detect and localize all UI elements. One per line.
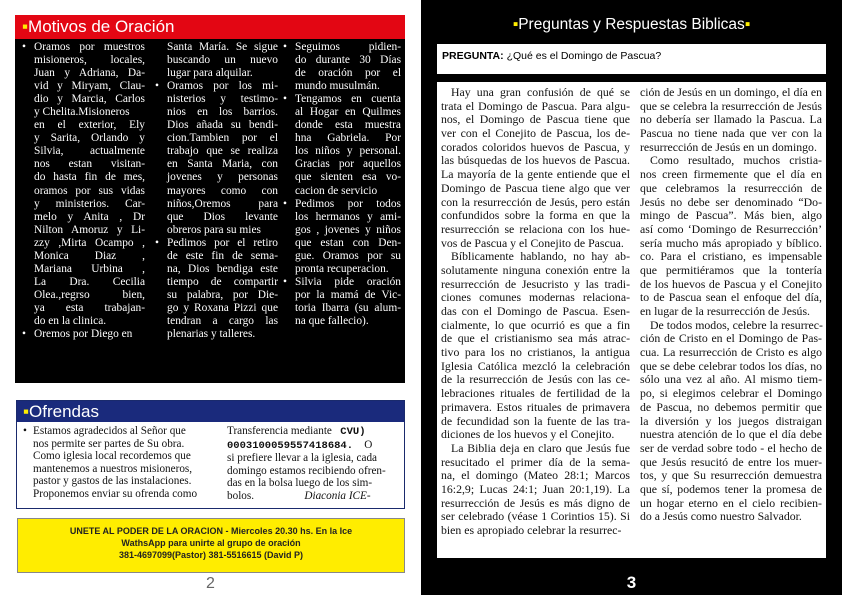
- prayer-line: zzy ,Mirta Ocampo ,: [34, 236, 145, 249]
- prayer-line: nios en los barrios.: [167, 106, 278, 119]
- banner-line-2: WathsApp para unirte al grupo de oración: [121, 538, 301, 548]
- article-column-2: [640, 86, 822, 524]
- prayer-line: tiempo de compartir: [167, 275, 278, 288]
- article-line: De todos modos, celebre la resurrec-: [650, 317, 823, 332]
- prayer-line: Gracias por aquellos: [295, 158, 401, 171]
- prayer-line: buscando un nuevo: [167, 54, 278, 67]
- article-line: la diversión y los juegos distraigan: [640, 413, 822, 428]
- page-number: 3: [626, 573, 637, 592]
- prayer-column-2: [153, 41, 278, 341]
- prayer-meeting-banner: [17, 518, 405, 573]
- article-line: Jesús no debe ser denominado “Do-: [640, 194, 822, 209]
- offerings-text-line: domingo estamos recibiendo ofren-: [227, 464, 386, 477]
- banner-line-3: 381-4697099(Pastor) 381-5516615 (David P): [118, 550, 304, 560]
- prayer-line: • Silvia pide oración: [295, 276, 401, 289]
- article-line: diciones de los huevos y el Conejito.: [441, 427, 615, 442]
- article-line: nos creen firmemente que el día en: [640, 167, 822, 182]
- article-line: co. Para el cristiano, es impensable: [640, 249, 822, 264]
- offerings-text-line: si prefiere llevar a la iglesia, cada: [227, 452, 378, 465]
- article-line: que permitiéramos que la tontería: [640, 262, 822, 277]
- article-line: Como resultado, muchos cristia-: [650, 153, 822, 168]
- article-line: que se celebra la resurrección de Jesús: [640, 98, 822, 113]
- article-line: de los huevos de Pascua y el Conejito: [640, 276, 822, 291]
- prayer-line: Silvia, actualmente: [34, 145, 145, 158]
- offerings-signature: Diaconia ICE-: [304, 489, 371, 502]
- prayer-line: obreros para su mies: [167, 223, 261, 236]
- article-line: mingo de Pascua”. Más bien, algo: [640, 208, 822, 223]
- prayer-line: mundo musulmán.: [295, 80, 380, 93]
- prayer-line: ya esta trabajan-: [34, 301, 145, 314]
- article-line: de que el cristianismo sea más atrac-: [441, 331, 630, 346]
- title-marker-icon: ▪: [744, 16, 751, 33]
- prayer-line: niños,Oremos para: [167, 197, 278, 210]
- article-line: ciones comunes modernas relaciona-: [441, 290, 630, 305]
- prayer-line: do hasta fin de mes,: [34, 171, 145, 184]
- article-line: Iglesia Católica mezcló la celebración: [441, 358, 630, 373]
- offerings-last-text: bolos.: [227, 489, 255, 502]
- prayer-line: gos , jovenes y niños: [295, 223, 401, 236]
- prayer-line: Mariana Urbina ,: [34, 262, 145, 275]
- prayer-line: Juan y Adriana, Da-: [34, 67, 145, 80]
- article-line: 16:2,9; Lucas 24:1; Juan 20:1,19). La: [441, 481, 630, 496]
- prayer-line: dio y Marcia, Carlos: [34, 93, 145, 106]
- offerings-or-text: O: [364, 438, 373, 451]
- offerings-text-line: mantenemos a nuestros misioneros,: [33, 462, 193, 475]
- article-line: Pascua no tiene nada que ver con la: [640, 126, 822, 141]
- prayer-line: • Oramos por los mi-: [167, 80, 278, 93]
- cvu-label: CVU): [340, 426, 366, 438]
- article-line: un hogar eterno en el cielo recibien-: [640, 495, 822, 510]
- offerings-title-text: Ofrendas: [29, 402, 99, 421]
- article-line: de Pascua, no debemos permitir que: [640, 399, 822, 414]
- prayer-line: trabajo que se realiza: [167, 145, 278, 158]
- article-line: solutamente ninguna conexión entre la: [441, 262, 630, 277]
- offerings-text-line: nos permite ser partes de Su obra.: [33, 437, 185, 450]
- article-line: do a Jesús como nuestro Salvador.: [640, 509, 802, 524]
- prayer-line: Olea.,regrso bien,: [34, 288, 145, 301]
- prayer-line: La Dra. Cecilia: [34, 275, 145, 288]
- article-line: con la resurrección de Jesús, pero están: [441, 194, 630, 209]
- article-line: de fecundidad son la fuente de las tra-: [441, 413, 630, 428]
- article-line: nuestra atención de lo que el día debe: [640, 427, 822, 442]
- article-line: lebraciones rituales de fertilidad de la: [441, 386, 630, 401]
- prayer-line: toria Ibarra (su alum-: [295, 301, 401, 314]
- prayer-line: • Pedimos por el retiro: [167, 237, 278, 250]
- prayer-line: nos estan visitan-: [34, 158, 145, 171]
- article-line: resurrección de Jesús es más digno de: [441, 495, 630, 510]
- article-line: así como ‘Domingo de Resurrección’: [640, 221, 822, 236]
- banner-line-1: UNETE AL PODER DE LA ORACION - Miercoles 20.30 hs. En la Ice: [69, 526, 353, 536]
- prayer-line: que estan con Den-: [295, 236, 401, 249]
- prayer-line: do en la clinica.: [34, 314, 107, 327]
- prayer-line: mayores como con: [167, 184, 278, 197]
- article-line: Domingo de Pascua tiene algo que ver: [441, 180, 630, 195]
- prayer-line: de este fin de sema-: [167, 249, 278, 262]
- offerings-column-2: [227, 425, 399, 503]
- prayer-line: y ministerios. Car-: [34, 197, 145, 210]
- page-title-text: Preguntas y Respuestas Biblicas: [518, 16, 745, 33]
- article-line: corados coloridos huevos de Pascua, y: [441, 139, 630, 154]
- prayer-line: plenarias y talleres.: [167, 328, 256, 341]
- prayer-line: • Pedimos por todos: [295, 198, 401, 211]
- article-line: en lugar de la resurrección de Jesús.: [640, 304, 811, 318]
- prayer-line: go y Roxana Pizzi que: [167, 301, 278, 314]
- prayer-line: su palabra, por Die-: [167, 288, 278, 301]
- offerings-text-line: [227, 439, 399, 453]
- offerings-text-line: [227, 490, 399, 503]
- article-line: que sí, podemos tener la promesa de: [640, 481, 822, 496]
- article-line: Bíblicamente hablando, no hay ab-: [451, 249, 630, 264]
- prayer-column-3: [281, 41, 401, 328]
- article-line: bien es apropiado celebrar la resurrec-: [441, 523, 622, 537]
- article-line: primavera. Estos rituales de primavera: [441, 399, 630, 414]
- prayer-line: lugar para alquilar.: [167, 67, 253, 80]
- prayer-line: misioneros, locales,: [34, 54, 145, 67]
- prayer-line: y Sarita, Orlando y: [34, 132, 145, 145]
- article-line: cialmente, lo que ocurrió es que a fin: [441, 317, 630, 332]
- prayer-line: • Oramos por muestros: [34, 41, 145, 54]
- prayer-line: en Santa Maria, con: [167, 158, 278, 171]
- article-line: Hay una gran confusión de qué se: [451, 85, 630, 99]
- offerings-transfer-text: Transferencia mediante: [227, 425, 332, 437]
- article-line: sería mucho más apropiado y bíblico.: [640, 235, 822, 250]
- offerings-text-line: pastor y gastos de las instalaciones.: [33, 475, 192, 488]
- question-text: ¿Qué es el Domingo de Pascua?: [506, 50, 662, 62]
- prayer-line: Monica Diaz ,: [34, 249, 145, 262]
- offerings-text-line: Proponemos enviar su ofrenda como: [33, 487, 198, 500]
- prayer-line: na que fallecio).: [295, 314, 369, 327]
- article-line: vos de Pascua y el Conejito de Pascua.: [441, 235, 624, 250]
- article-line: trata el Domingo de Pascua. Para algu-: [441, 98, 630, 113]
- answer-article: [437, 82, 826, 558]
- prayer-line: donde esta muestra: [295, 119, 401, 132]
- page-number: 2: [206, 575, 215, 592]
- article-line: na, el domingo (Mateo 28:1; Marcos: [441, 468, 630, 483]
- article-line: que celebramos la resurrección de: [640, 180, 822, 195]
- prayer-requests-header: [15, 15, 405, 39]
- offerings-column-1: [23, 425, 218, 501]
- question-box: [437, 44, 826, 74]
- article-line: ser de verdad sobre todo - el hecho de: [640, 440, 822, 455]
- prayer-line: do durante 30 Días: [295, 54, 401, 67]
- article-line: po, si elegimos celebrar el Domingo: [640, 386, 822, 401]
- prayer-line: al Hogar en Quilmes: [295, 106, 401, 119]
- article-line: ser celebrado (véase 1 Corintios 15). Si: [441, 509, 630, 524]
- offerings-header: [17, 401, 404, 422]
- article-line: to de Pascua sean el enfoque del día,: [640, 290, 822, 305]
- prayer-line: oramos por sus vidas: [34, 184, 145, 197]
- page-title: [421, 16, 842, 34]
- prayer-line: Santa María. Se sigue: [167, 41, 278, 53]
- prayer-line: • Oremos por Diego en: [34, 328, 145, 341]
- right-page: [421, 0, 842, 595]
- prayer-column-1: [20, 41, 145, 341]
- prayer-requests-title: [22, 16, 174, 38]
- prayer-line: tendran a cargo las: [167, 314, 278, 327]
- article-line: confundidos sobre la forma en que la: [441, 208, 630, 223]
- question-line: [442, 50, 661, 62]
- article-line: que Jesús resucitó de entre los muer-: [640, 454, 822, 469]
- prayer-line: Nilton Amoruz y Li-: [34, 223, 145, 236]
- prayer-line: • Seguimos pidien-: [295, 41, 401, 54]
- article-line: ver con el Conejito de Pascua, los de-: [441, 126, 630, 141]
- cvu-number: 0003100059557418684.: [227, 439, 354, 452]
- prayer-line: que Dios levante: [167, 210, 278, 223]
- question-label: PREGUNTA:: [442, 50, 504, 62]
- prayer-requests-title-text: Motivos de Oración: [28, 17, 175, 36]
- offerings-text-line: Como iglesia local recordemos que: [33, 450, 191, 463]
- article-line: ción de Jesús en un domingo, el día en: [640, 85, 822, 99]
- article-line: resurrección se relaciona con los hue-: [441, 221, 630, 236]
- prayer-line: que sienten esa vo-: [295, 171, 401, 184]
- prayer-line: na, Dios bendiga este: [167, 262, 278, 275]
- article-line: resurrección de Jesucristo y las tradi-: [441, 276, 630, 291]
- article-line: resurrección de Jesús en un domingo.: [640, 139, 817, 154]
- article-line: nos, el Domingo de Pascua tiene que: [441, 112, 630, 127]
- article-line: tivo para los no cristianos, la antigua: [441, 345, 630, 360]
- article-line: cua. La resurrección de Cristo es algo: [640, 345, 822, 360]
- prayer-line: cacion de servicio: [295, 184, 378, 197]
- article-column-1: [441, 86, 630, 538]
- title-marker-icon: ▪: [22, 17, 29, 36]
- article-line: resucitado el primer día de la sema-: [441, 454, 630, 469]
- prayer-line: melo y Anita , Dr: [34, 210, 145, 223]
- title-marker-icon: ▪: [512, 16, 519, 33]
- offerings-box: [16, 400, 405, 509]
- prayer-line: nisterios y testimo-: [167, 93, 278, 106]
- article-line: das con el Domingo de Pascua. Esen-: [441, 304, 630, 318]
- prayer-line: los niños y personal.: [295, 145, 401, 158]
- prayer-line: los hermanos y ami-: [295, 210, 401, 223]
- prayer-line: • Tengamos en cuenta: [295, 93, 401, 106]
- prayer-line: pronta recuperacion.: [295, 262, 389, 275]
- prayer-line: y Chelita.Misioneros: [34, 106, 130, 119]
- prayer-line: hna Gabriela. Por: [295, 132, 401, 145]
- prayer-line: jovenes y personas: [167, 171, 278, 184]
- title-marker-icon: ▪: [23, 402, 30, 421]
- offerings-text-line: das en la bolsa luego de los sim-: [227, 477, 373, 490]
- offerings-text-line: Estamos agradecidos al Señor que: [33, 425, 186, 437]
- prayer-line: cion.Tambien por el: [167, 132, 278, 145]
- prayer-line: gue. Oramos por su: [295, 249, 401, 262]
- offerings-title: [23, 402, 99, 422]
- bullet-icon: •: [23, 425, 27, 437]
- article-line: de la resurrección de Jesús con las ce-: [441, 372, 630, 387]
- prayer-line: Dios añada su bendi-: [167, 119, 278, 132]
- prayer-line: de oración por el: [295, 67, 401, 80]
- article-line: que se debe celebrar todos los días, no: [640, 358, 822, 373]
- article-line: sólo una vez al año. Al mismo tiem-: [640, 372, 822, 387]
- offerings-text-line: [227, 425, 399, 439]
- prayer-line: por la mamá de Vic-: [295, 288, 401, 301]
- article-line: La Biblia deja en claro que Jesús fue: [451, 440, 630, 455]
- article-line: las búsquedas de los huevos de Pascua.: [441, 153, 630, 168]
- prayer-requests-box: [15, 15, 405, 383]
- article-line: ción de Cristo en el Domingo de Pas-: [640, 331, 822, 346]
- prayer-line: en el exterior, Ely: [34, 119, 145, 132]
- article-line: tos, y que Su resurrección demuestra: [640, 468, 822, 483]
- prayer-line: vid y Miryam, Clau-: [34, 80, 145, 93]
- article-line: no debería ser llamado la Pascua. La: [640, 112, 822, 127]
- article-line: La mayoría de la gente entiende que el: [441, 167, 630, 182]
